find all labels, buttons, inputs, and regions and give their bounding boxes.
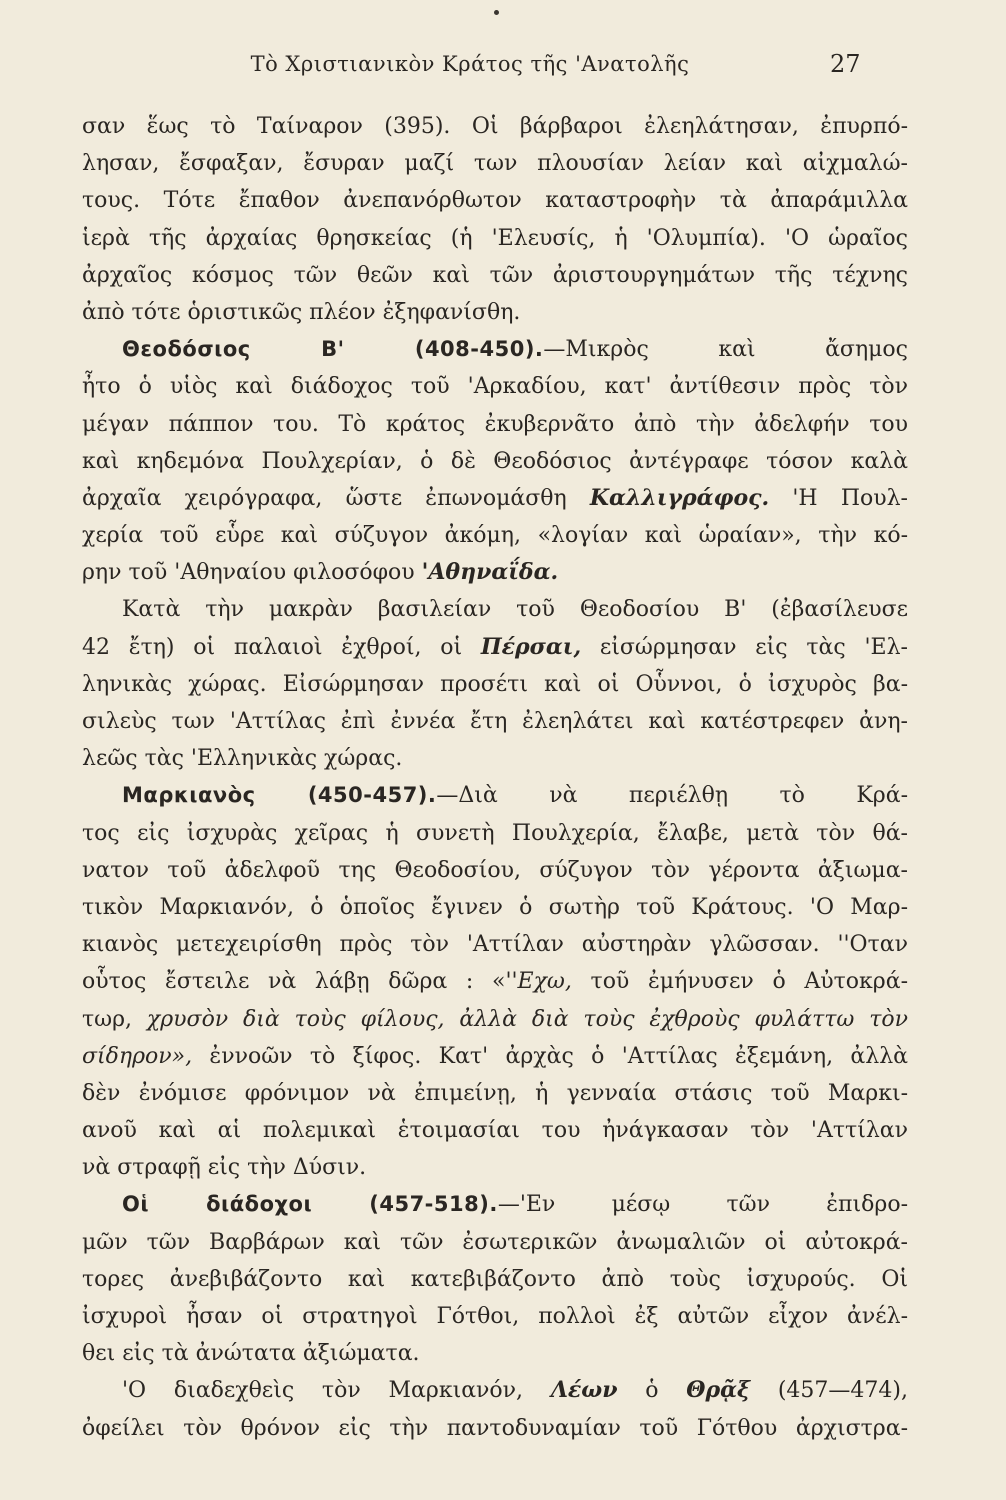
text-line: κιανὸς μετεχειρίσθη πρὸς τὸν 'Αττίλαν αὐστηρὰν γλῶσσαν. ''Οταν [82, 932, 908, 958]
text-line: ἀρχαῖος κόσμος τῶν θεῶν καὶ τῶν ἀριστουργημάτων τῆς τέχνης [82, 262, 908, 288]
heading-continuation: —Διὰ νὰ περιέλθῃ τὸ Κρά- [436, 783, 908, 809]
emphasis: Θρᾷξ [686, 1377, 751, 1404]
text-span: 42 ἔτη) οἱ παλαιοὶ ἐχθροί, οἱ [82, 634, 481, 660]
section-heading-line [82, 331, 908, 368]
text-line [82, 963, 908, 1000]
text-span: 'Η Πουλ- [769, 485, 908, 511]
text-line: ὀφείλει τὸν θρόνον εἰς τὴν παντοδυναμίαν τοῦ Γότθου ἀρχιστρα- [82, 1415, 908, 1441]
text-line: σιλεὺς των 'Αττίλας ἐπὶ ἐννέα ἔτη ἐλεηλάτει καὶ κατέστρεφεν ἀνη- [82, 709, 908, 734]
emphasis: 'Αθηναΐδα. [421, 559, 559, 586]
section-heading: Μαρκιανὸς (450-457). [122, 783, 437, 808]
page-number: 27 [830, 50, 861, 78]
text-line [82, 1372, 908, 1409]
page-header [0, 52, 1006, 92]
text-span: τοῦ ἐμήνυσεν ὁ Αὐτοκρά- [571, 969, 908, 995]
text-span: ὁ [617, 1378, 687, 1404]
text-line: τικὸν Μαρκιανόν, ὁ ὁποῖος ἔγινεν ὁ σωτὴρ τοῦ Κράτους. 'Ο Μαρ- [82, 894, 908, 920]
text-line [82, 480, 908, 517]
text-line: ανοῦ καὶ αἱ πολεμικαὶ ἑτοιμασίαι του ἠνάγκασαν τὸν 'Αττίλαν [82, 1118, 908, 1144]
text-line: χερία τοῦ εὗρε καὶ σύζυγον ἀκόμη, «λογίαν καὶ ὡραίαν», τὴν κό- [82, 523, 908, 549]
section-heading: Θεοδόσιος Β' (408-450). [122, 337, 544, 362]
emphasis: Πέρσαι, [480, 633, 582, 660]
text-line: ληνικὰς χώρας. Εἰσώρμησαν προσέτι καὶ οἱ Οὗννοι, ὁ ἰσχυρὸς βα- [82, 671, 908, 697]
text-line: ἰσχυροὶ ἦσαν οἱ στρατηγοὶ Γότθοι, πολλοὶ ἐξ αὐτῶν εἶχον ἀνέλ- [82, 1304, 908, 1329]
text-line: τος εἰς ἰσχυρὰς χεῖρας ἡ συνετὴ Πουλχερία, ἔλαβε, μετὰ τὸν θά- [82, 820, 908, 846]
text-line [82, 1001, 908, 1038]
body-text [82, 108, 908, 1447]
text-line [82, 629, 908, 666]
text-line: νὰ στραφῇ εἰς τὴν Δύσιν. [82, 1155, 367, 1181]
emphasis: χρυσὸν διὰ τοὺς φίλους, ἀλλὰ διὰ τοὺς ἐχθροὺς φυλάττω τὸν [146, 1006, 908, 1032]
heading-continuation: —'Εν μέσῳ τῶν ἐπιδρο- [497, 1192, 908, 1218]
text-span: εἰσώρμησαν εἰς τὰς 'Ελ- [581, 634, 908, 660]
emphasis: σίδηρον», [82, 1043, 193, 1069]
text-line [82, 554, 908, 591]
text-span: ρην τοῦ 'Αθηναίου φιλοσόφου [82, 560, 422, 586]
running-title: Τὸ Χριστιανικὸν Κράτος τῆς 'Ανατολῆς [250, 52, 690, 76]
section-heading: Οἱ διάδοχοι (457-518). [122, 1192, 498, 1217]
text-span: (457—474), [750, 1378, 908, 1404]
text-line: σαν ἕως τὸ Ταίναρον (395). Οἱ βάρβαροι ἐλεηλάτησαν, ἐπυρπό- [82, 114, 908, 139]
emphasis: Καλλιγράφος. [589, 484, 770, 511]
section-heading-line [82, 1186, 908, 1223]
text-span: 'Ο διαδεχθεὶς τὸν Μαρκιανόν, [122, 1378, 551, 1404]
text-span: τωρ, [82, 1006, 147, 1032]
section-heading-line [82, 777, 908, 814]
text-line: τους. Τότε ἔπαθον ἀνεπανόρθωτον καταστροφὴν τὰ ἀπαράμιλλα [82, 188, 908, 214]
text-line: θει εἰς τὰ ἀνώτατα ἀξιώματα. [82, 1341, 420, 1367]
emphasis: ''Εχω, [505, 969, 572, 995]
text-line: ἀπὸ τότε ὁριστικῶς πλέον ἐξηφανίσθη. [82, 299, 521, 325]
text-line: ἱερὰ τῆς ἀρχαίας θρησκείας (ἡ 'Ελευσίς, ἡ 'Ολυμπία). 'Ο ὡραῖος [82, 225, 908, 251]
text-line: τορες ἀνεβιβάζοντο καὶ κατεβιβάζοντο ἀπὸ τοὺς ἰσχυρούς. Οἱ [82, 1266, 908, 1292]
text-line: ἦτο ὁ υἱὸς καὶ διάδοχος τοῦ 'Αρκαδίου, κατ' ἀντίθεσιν πρὸς τὸν [82, 374, 908, 400]
heading-continuation: —Μικρὸς καὶ ἄσημος [543, 337, 908, 363]
text-line [82, 1038, 908, 1075]
text-line: λεῶς τὰς 'Ελληνικὰς χώρας. [82, 746, 403, 772]
print-mark [494, 10, 499, 15]
text-line: μῶν τῶν Βαρβάρων καὶ τῶν ἐσωτερικῶν ἀνωμαλιῶν οἱ αὐτοκρά- [82, 1229, 908, 1255]
text-span: ἀρχαῖα χειρόγραφα, ὥστε ἐπωνομάσθη [82, 485, 590, 511]
emphasis: Λέων [550, 1377, 618, 1404]
text-span: οὗτος ἔστειλε νὰ λάβῃ δῶρα : « [82, 969, 506, 995]
text-line: καὶ κηδεμόνα Πουλχερίαν, ὁ δὲ Θεοδόσιος ἀντέγραφε τόσον καλὰ [82, 448, 908, 474]
text-line: λησαν, ἔσφαξαν, ἔσυραν μαζί των πλουσίαν λείαν καὶ αἰχμαλώ- [82, 151, 908, 177]
text-line: μέγαν πάππον του. Τὸ κράτος ἐκυβερνᾶτο ἀπὸ τὴν ἀδελφήν του [82, 411, 908, 437]
text-line: νατον τοῦ ἀδελφοῦ της Θεοδοσίου, σύζυγον τὸν γέροντα ἀξιωμα- [82, 857, 908, 883]
text-line: Κατὰ τὴν μακρὰν βασιλείαν τοῦ Θεοδοσίου Β' (ἐβασίλευσε [122, 597, 908, 623]
text-line: δὲν ἐνόμισε φρόνιμον νὰ ἐπιμείνῃ, ἡ γενναία στάσις τοῦ Μαρκι- [82, 1080, 908, 1106]
text-span: ἐννοῶν τὸ ξίφος. Κατ' ἀρχὰς ὁ 'Αττίλας ἐξεμάνη, ἀλλὰ [192, 1043, 908, 1069]
